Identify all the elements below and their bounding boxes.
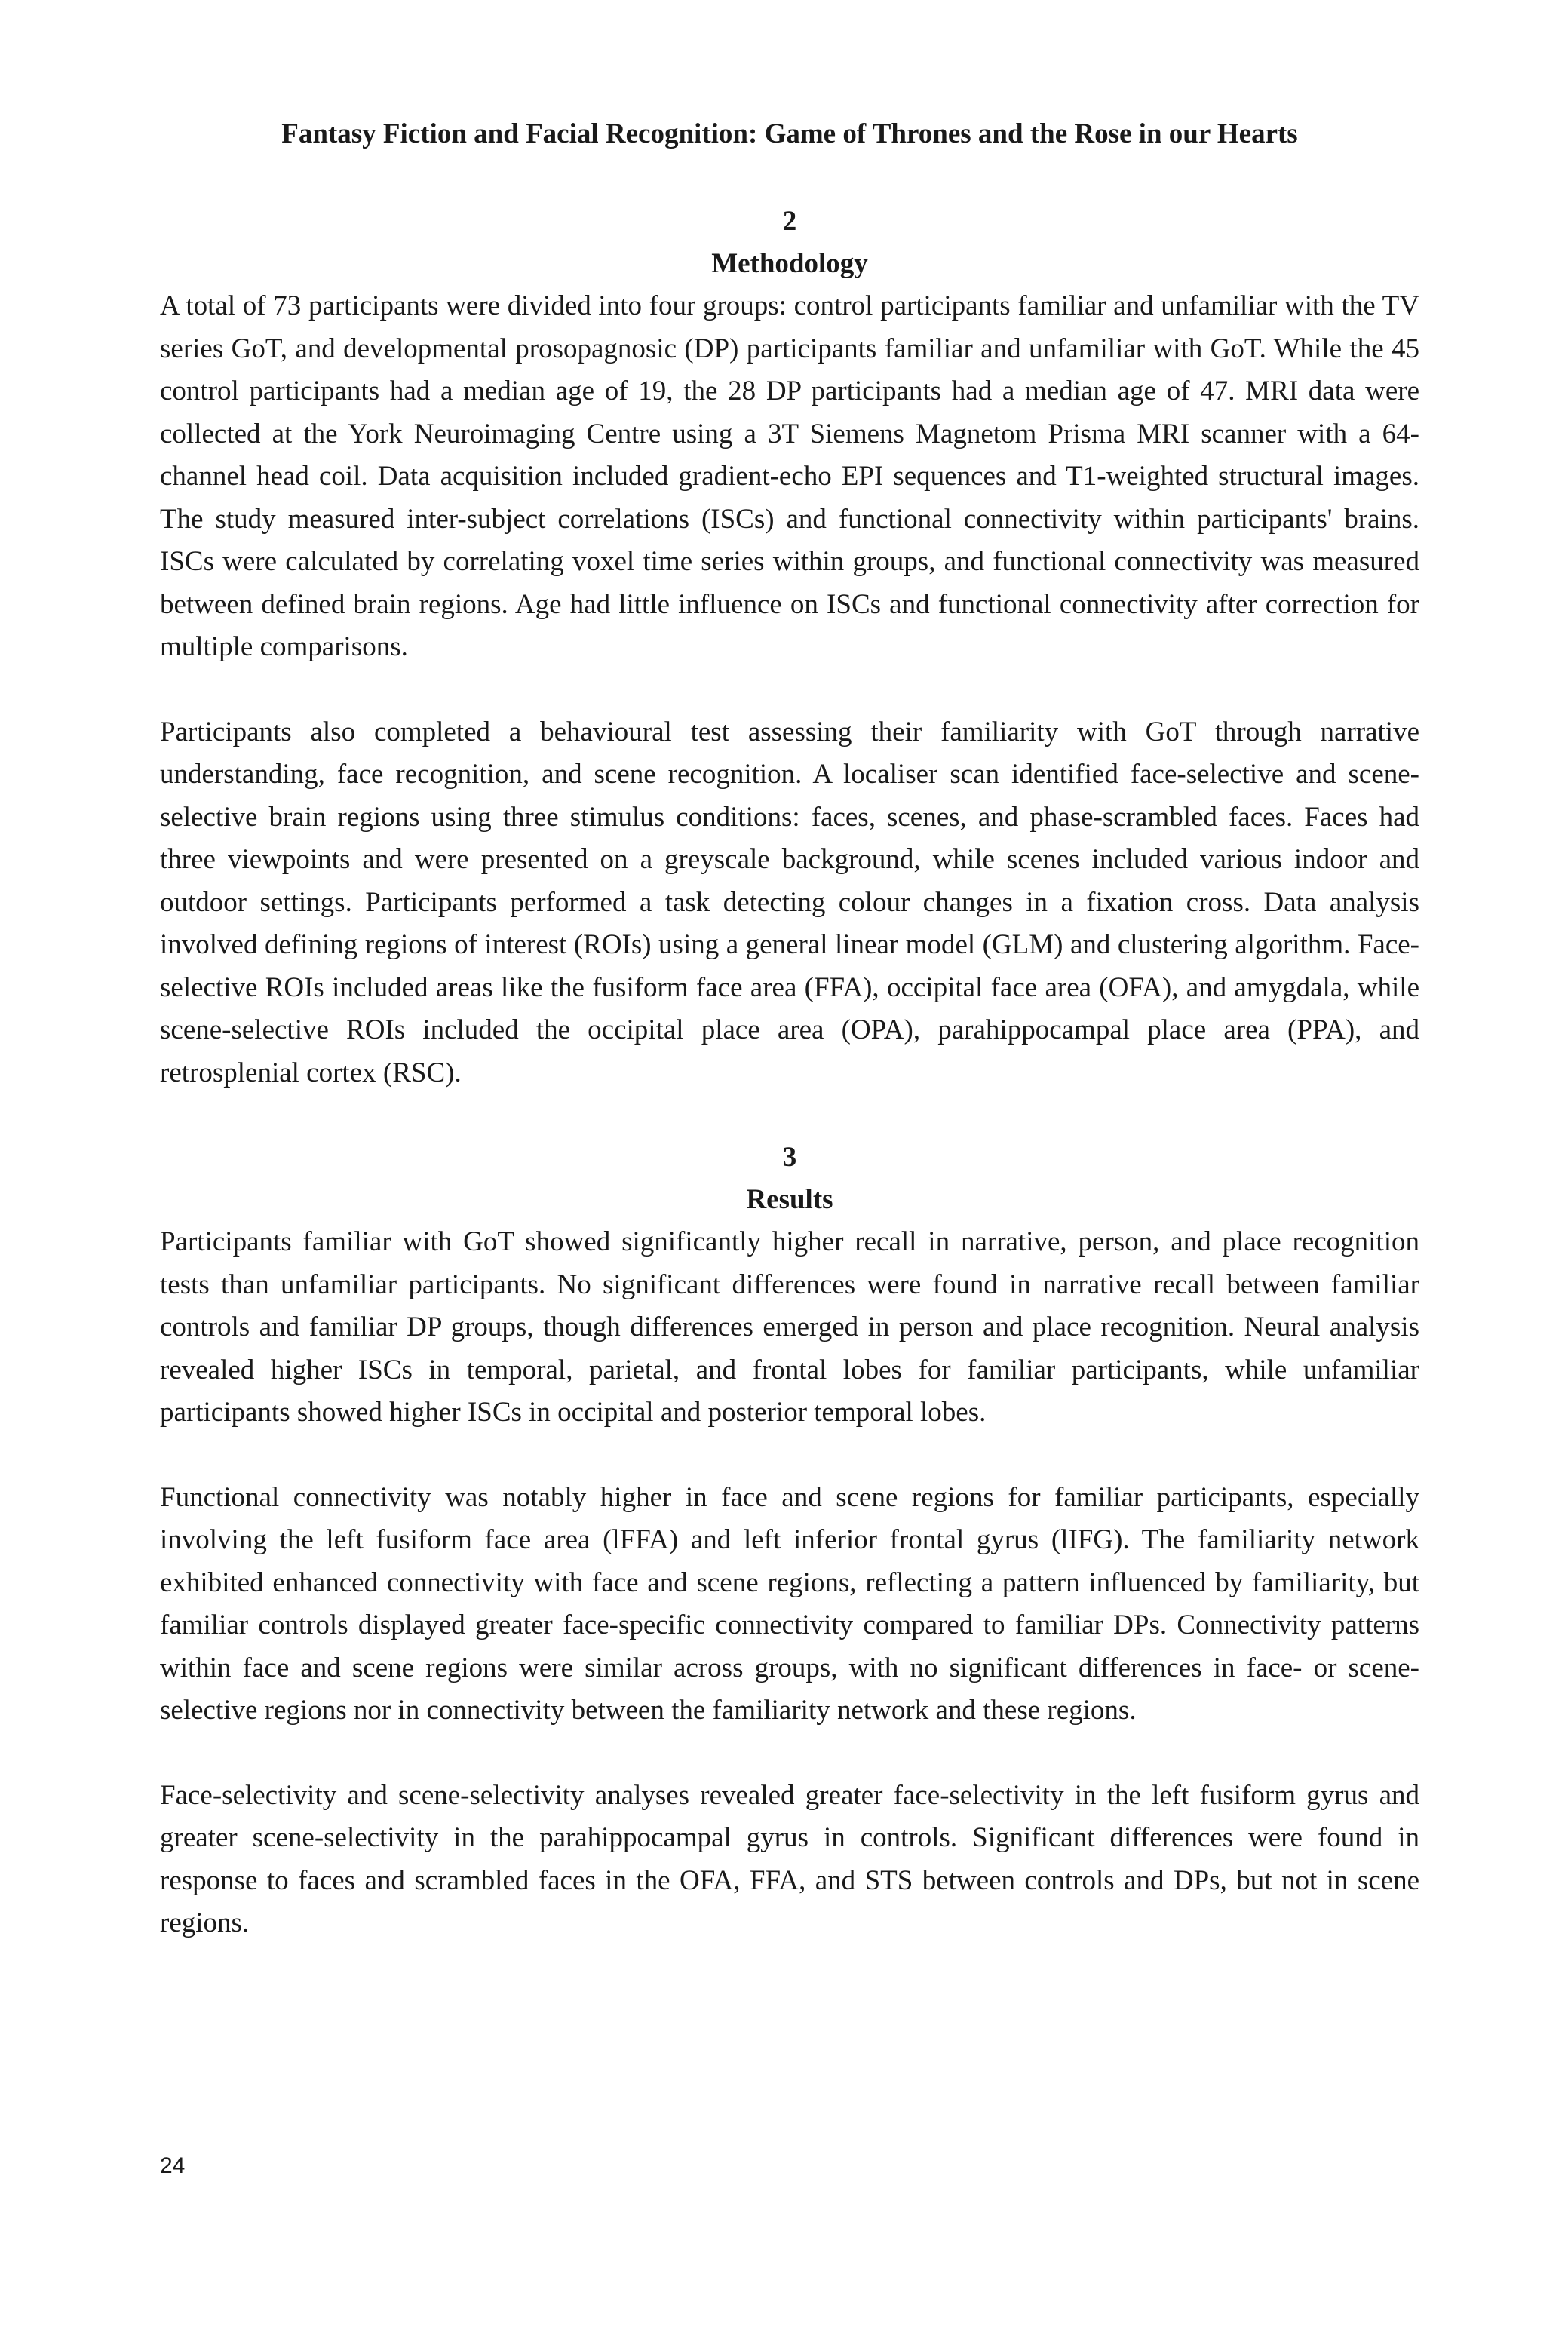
section-heading: Methodology bbox=[711, 248, 868, 279]
page-number: 24 bbox=[160, 2153, 186, 2178]
paragraph: A total of 73 participants were divided into four groups: control participants familiar and unfamiliar with the TV series GoT, and developmental prosopagnosic (DP) participants familiar and unfamiliar with GoT. While the 45 control participants had a median age of 19, the 28 DP participants had a median age of 47. MRI data were collected at the York Neuroimaging Centre using a 3T Siemens Magnetom Prisma MRI scanner with a 64-channel head coil. Data acquisition included gradient-echo EPI sequences and T1-weighted structural images. The study measured inter-subject correlations (ISCs) and functional connectivity within participants' brains. ISCs were calculated by correlating voxel time series within groups, and functional connectivity was measured between defined brain regions. Age had little influence on ISCs and functional connectivity after correction for multiple comparisons. bbox=[160, 290, 1419, 662]
section-results bbox=[160, 1137, 1419, 1945]
section-heading: Results bbox=[746, 1184, 833, 1215]
section-number: 3 bbox=[782, 1142, 797, 1173]
page-content bbox=[160, 113, 1419, 1945]
running-title: Fantasy Fiction and Facial Recognition: Game of Thrones and the Rose in our Hearts bbox=[281, 118, 1298, 149]
section-number: 2 bbox=[782, 206, 797, 237]
paragraph: Participants also completed a behavioural test assessing their familiarity with GoT through narrative understanding, face recognition, and scene recognition. A localiser scan identified face-selective and scene-selective brain regions using three stimulus conditions: faces, scenes, and phase-scrambled faces. Faces had three viewpoints and were presented on a greyscale background, while scenes included various indoor and outdoor settings. Participants performed a task detecting colour changes in a fixation cross. Data analysis involved defining regions of interest (ROIs) using a general linear model (GLM) and clustering algorithm. Face-selective ROIs included areas like the fusiform face area (FFA), occipital face area (OFA), and amygdala, while scene-selective ROIs included the occipital place area (OPA), parahippocampal place area (PPA), and retrosplenial cortex (RSC). bbox=[160, 716, 1419, 1088]
paragraph: Functional connectivity was notably higher in face and scene regions for familiar participants, especially involving the left fusiform face area (lFFA) and left inferior frontal gyrus (lIFG). The familiarity network exhibited enhanced connectivity with face and scene regions, reflecting a pattern influenced by familiarity, but familiar controls displayed greater face-specific connectivity compared to familiar DPs. Connectivity patterns within face and scene regions were similar across groups, with no significant differences in face- or scene-selective regions nor in connectivity between the familiarity network and these regions. bbox=[160, 1481, 1419, 1726]
paragraph: Face-selectivity and scene-selectivity analyses revealed greater face-selectivity in the left fusiform gyrus and greater scene-selectivity in the parahippocampal gyrus in controls. Significant differences were found in response to faces and scrambled faces in the OFA, FFA, and STS between controls and DPs, but not in scene regions. bbox=[160, 1779, 1419, 1938]
section-methodology bbox=[160, 201, 1419, 1094]
paragraph: Participants familiar with GoT showed significantly higher recall in narrative, person, and place recognition tests than unfamiliar participants. No significant differences were found in narrative recall between familiar controls and familiar DP groups, though differences emerged in person and place recognition. Neural analysis revealed higher ISCs in temporal, parietal, and frontal lobes for familiar participants, while unfamiliar participants showed higher ISCs in occipital and posterior temporal lobes. bbox=[160, 1226, 1419, 1428]
